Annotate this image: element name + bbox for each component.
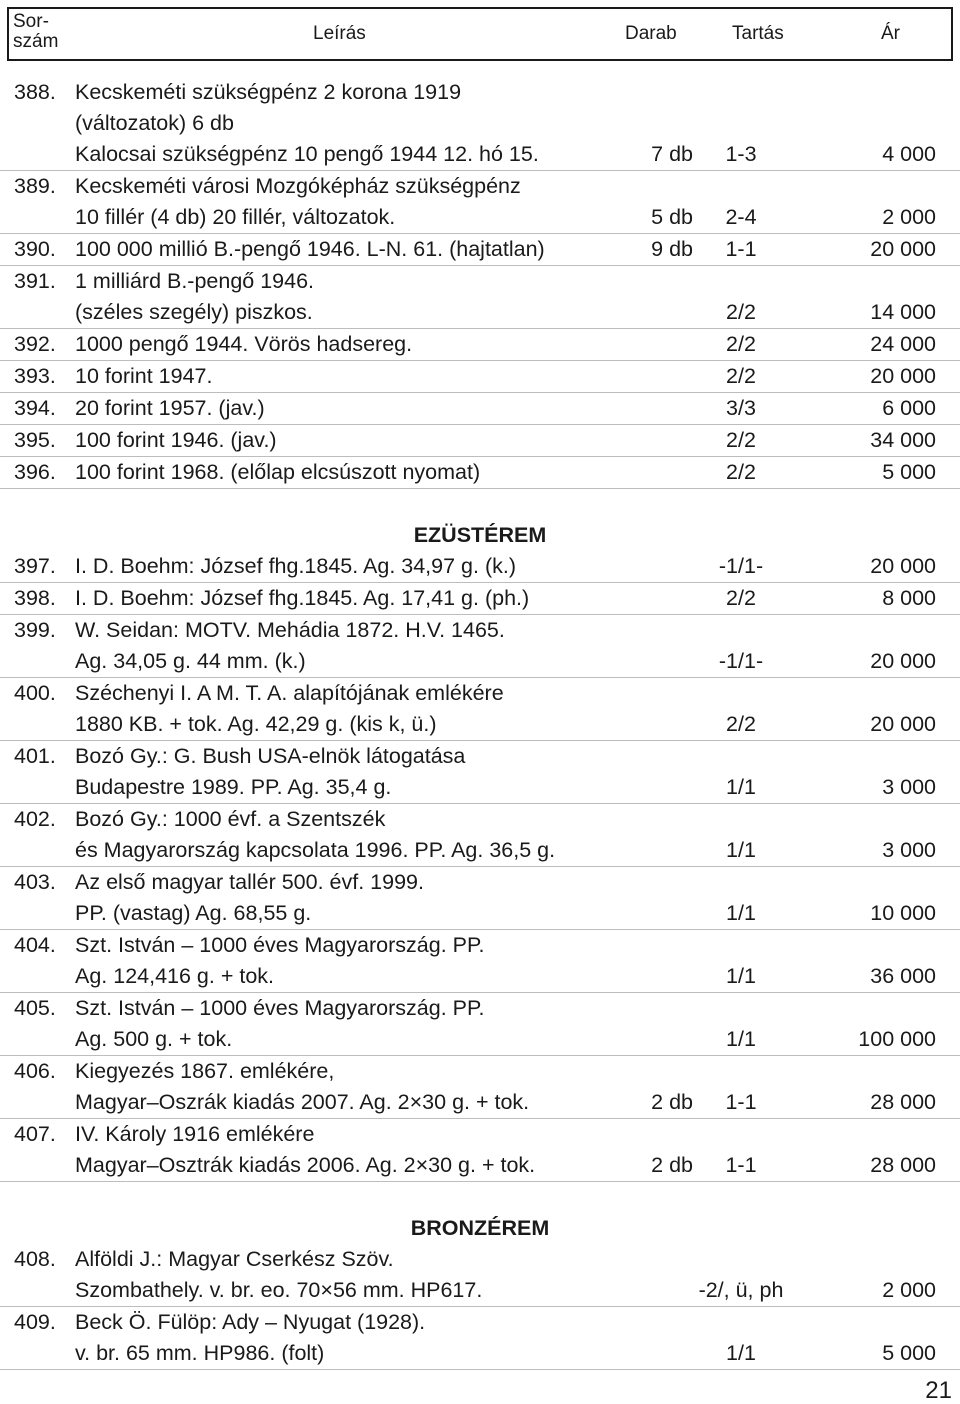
lot-grade: 1/1 <box>726 1027 756 1051</box>
lot-grade: 2/2 <box>726 428 756 452</box>
lot-price: 20 000 <box>870 649 936 673</box>
lot-price: 6 000 <box>882 396 936 420</box>
lot-description: 1 milliárd B.-pengő 1946. <box>75 269 315 293</box>
lot-description: 20 forint 1957. (jav.) <box>75 396 265 420</box>
lot-description: Kecskeméti szükségpénz 2 korona 1919 <box>75 80 462 104</box>
lot-price: 100 000 <box>858 1027 936 1051</box>
lot-grade: 1-1 <box>725 237 757 261</box>
lot-row <box>0 583 960 615</box>
lot-row <box>0 867 960 898</box>
lot-number: 396. <box>14 460 56 484</box>
lot-price: 10 000 <box>870 901 936 925</box>
lot-number: 388. <box>14 80 56 104</box>
lot-description: (változatok) 6 db <box>75 111 234 135</box>
lot-price: 20 000 <box>870 364 936 388</box>
section-title: BRONZÉREM <box>410 1216 550 1240</box>
lot-row <box>0 551 960 583</box>
lot-row <box>0 1119 960 1150</box>
lot-quantity: 2 db <box>651 1090 693 1114</box>
lot-row <box>0 266 960 297</box>
lot-row <box>0 1338 960 1370</box>
lot-description: Kalocsai szükségpénz 10 pengő 1944 12. hó 15. <box>75 142 539 166</box>
lot-row <box>0 961 960 993</box>
lot-description: Kiegyezés 1867. emlékére, <box>75 1059 335 1083</box>
lot-price: 14 000 <box>870 300 936 324</box>
lot-row <box>0 835 960 867</box>
lot-description: Szombathely. v. br. eo. 70×56 mm. HP617. <box>75 1278 483 1302</box>
lot-description: Bozó Gy.: G. Bush USA-elnök látogatása <box>75 744 466 768</box>
lot-price: 2 000 <box>882 205 936 229</box>
lot-description: Magyar–Oszrák kiadás 2007. Ag. 2×30 g. + tok. <box>75 1090 530 1114</box>
lot-number: 404. <box>14 933 56 957</box>
lot-grade: 2/2 <box>726 460 756 484</box>
lot-grade: 2/2 <box>726 364 756 388</box>
lot-description: és Magyarország kapcsolata 1996. PP. Ag. 36,5 g. <box>75 838 556 862</box>
lot-number: 403. <box>14 870 56 894</box>
lot-quantity: 5 db <box>651 205 693 229</box>
lot-description: Budapestre 1989. PP. Ag. 35,4 g. <box>75 775 392 799</box>
lot-description: Ag. 124,416 g. + tok. <box>75 964 275 988</box>
lot-row <box>0 202 960 234</box>
lot-row <box>0 1056 960 1087</box>
lot-row <box>0 108 960 139</box>
lot-grade: 2/2 <box>726 586 756 610</box>
lot-price: 3 000 <box>882 838 936 862</box>
lot-price: 2 000 <box>882 1278 936 1302</box>
lot-description: 10 fillér (4 db) 20 fillér, változatok. <box>75 205 396 229</box>
lot-row <box>0 1307 960 1338</box>
lot-number: 407. <box>14 1122 56 1146</box>
section-gap <box>0 489 960 520</box>
lot-description: (széles szegély) piszkos. <box>75 300 313 324</box>
lot-description: IV. Károly 1916 emlékére <box>75 1122 315 1146</box>
lot-row <box>0 234 960 266</box>
lot-grade: -1/1- <box>718 554 764 578</box>
lot-row <box>0 1087 960 1119</box>
lot-description: W. Seidan: MOTV. Mehádia 1872. H.V. 1465. <box>75 618 505 642</box>
lot-number: 394. <box>14 396 56 420</box>
lot-row <box>0 1150 960 1182</box>
lot-price: 34 000 <box>870 428 936 452</box>
lot-price: 36 000 <box>870 964 936 988</box>
lot-row <box>0 139 960 171</box>
lot-row <box>0 1024 960 1056</box>
lot-row <box>0 361 960 393</box>
lot-row <box>0 741 960 772</box>
lot-grade: 1-1 <box>725 1090 757 1114</box>
lot-price: 8 000 <box>882 586 936 610</box>
lot-row <box>0 457 960 489</box>
section-gap <box>0 1182 960 1213</box>
lot-row <box>0 804 960 835</box>
lot-grade: 1/1 <box>726 775 756 799</box>
lot-description: PP. (vastag) Ag. 68,55 g. <box>75 901 312 925</box>
lot-description: Bozó Gy.: 1000 évf. a Szentszék <box>75 807 386 831</box>
lot-number: 405. <box>14 996 56 1020</box>
lot-description: v. br. 65 mm. HP986. (folt) <box>75 1341 325 1365</box>
lot-number: 406. <box>14 1059 56 1083</box>
lot-description: 100 forint 1946. (jav.) <box>75 428 277 452</box>
lot-description: 100 000 millió B.-pengő 1946. L-N. 61. (hajtatlan) <box>75 237 545 261</box>
section-heading <box>0 1213 960 1244</box>
lot-row <box>0 1244 960 1275</box>
lot-grade: 2-4 <box>725 205 757 229</box>
lot-price: 24 000 <box>870 332 936 356</box>
lot-row <box>0 772 960 804</box>
lot-grade: 2/2 <box>726 712 756 736</box>
lot-list <box>0 77 960 1370</box>
lot-description: Magyar–Osztrák kiadás 2006. Ag. 2×30 g. + tok. <box>75 1153 536 1177</box>
lot-grade: 1/1 <box>726 901 756 925</box>
section-heading <box>0 520 960 551</box>
lot-row <box>0 329 960 361</box>
lot-description: Szt. István – 1000 éves Magyarország. PP. <box>75 933 485 957</box>
lot-row <box>0 646 960 678</box>
lot-grade: 1/1 <box>726 1341 756 1365</box>
lot-row <box>0 1275 960 1307</box>
lot-price: 5 000 <box>882 1341 936 1365</box>
lot-grade: 1/1 <box>726 838 756 862</box>
lot-row <box>0 615 960 646</box>
lot-price: 3 000 <box>882 775 936 799</box>
lot-description: Széchenyi I. A M. T. A. alapítójának emlékére <box>75 681 504 705</box>
lot-description: Beck Ö. Fülöp: Ady – Nyugat (1928). <box>75 1310 426 1334</box>
lot-number: 400. <box>14 681 56 705</box>
lot-quantity: 7 db <box>651 142 693 166</box>
lot-number: 389. <box>14 174 56 198</box>
lot-description: 10 forint 1947. <box>75 364 213 388</box>
header-leiras: Leírás <box>313 23 366 44</box>
header-tartas: Tartás <box>732 23 784 44</box>
lot-number: 395. <box>14 428 56 452</box>
lot-description: I. D. Boehm: József fhg.1845. Ag. 34,97 g. (k.) <box>75 554 516 578</box>
lot-row <box>0 993 960 1024</box>
lot-row <box>0 393 960 425</box>
lot-price: 4 000 <box>882 142 936 166</box>
lot-number: 397. <box>14 554 56 578</box>
header-darab: Darab <box>625 23 677 44</box>
lot-price: 20 000 <box>870 237 936 261</box>
lot-grade: 1/1 <box>726 964 756 988</box>
lot-row <box>0 709 960 741</box>
section-title: EZÜSTÉREM <box>413 523 547 547</box>
lot-description: Ag. 34,05 g. 44 mm. (k.) <box>75 649 306 673</box>
page-number: 21 <box>925 1377 952 1404</box>
lot-row <box>0 425 960 457</box>
lot-description: I. D. Boehm: József fhg.1845. Ag. 17,41 g. (ph.) <box>75 586 530 610</box>
lot-price: 5 000 <box>882 460 936 484</box>
lot-number: 392. <box>14 332 56 356</box>
lot-price: 20 000 <box>870 554 936 578</box>
lot-grade: 2/2 <box>726 332 756 356</box>
lot-number: 409. <box>14 1310 56 1334</box>
lot-grade: 1-1 <box>725 1153 757 1177</box>
lot-number: 401. <box>14 744 56 768</box>
lot-description: Ag. 500 g. + tok. <box>75 1027 233 1051</box>
lot-grade: -1/1- <box>718 649 764 673</box>
column-header <box>7 7 953 61</box>
lot-description: 1880 KB. + tok. Ag. 42,29 g. (kis k, ü.) <box>75 712 437 736</box>
lot-number: 391. <box>14 269 56 293</box>
lot-grade: 3/3 <box>726 396 756 420</box>
lot-description: Kecskeméti városi Mozgóképház szükségpénz <box>75 174 521 198</box>
lot-row <box>0 898 960 930</box>
lot-grade: -2/, ü, ph <box>698 1278 784 1302</box>
lot-description: Alföldi J.: Magyar Cserkész Szöv. <box>75 1247 394 1271</box>
lot-row <box>0 297 960 329</box>
lot-description: Az első magyar tallér 500. évf. 1999. <box>75 870 424 894</box>
lot-quantity: 2 db <box>651 1153 693 1177</box>
lot-row <box>0 171 960 202</box>
lot-description: 100 forint 1968. (előlap elcsúszott nyomat) <box>75 460 481 484</box>
lot-price: 20 000 <box>870 712 936 736</box>
header-sorszam: Sor- szám <box>13 11 59 52</box>
lot-grade: 1-3 <box>725 142 757 166</box>
lot-price: 28 000 <box>870 1153 936 1177</box>
lot-description: 1000 pengő 1944. Vörös hadsereg. <box>75 332 413 356</box>
lot-number: 402. <box>14 807 56 831</box>
lot-number: 399. <box>14 618 56 642</box>
lot-number: 390. <box>14 237 56 261</box>
header-ar: Ár <box>881 23 900 44</box>
lot-number: 398. <box>14 586 56 610</box>
lot-row <box>0 678 960 709</box>
lot-grade: 2/2 <box>726 300 756 324</box>
lot-price: 28 000 <box>870 1090 936 1114</box>
lot-number: 393. <box>14 364 56 388</box>
lot-row <box>0 930 960 961</box>
lot-number: 408. <box>14 1247 56 1271</box>
lot-quantity: 9 db <box>651 237 693 261</box>
lot-description: Szt. István – 1000 éves Magyarország. PP. <box>75 996 485 1020</box>
lot-row <box>0 77 960 108</box>
